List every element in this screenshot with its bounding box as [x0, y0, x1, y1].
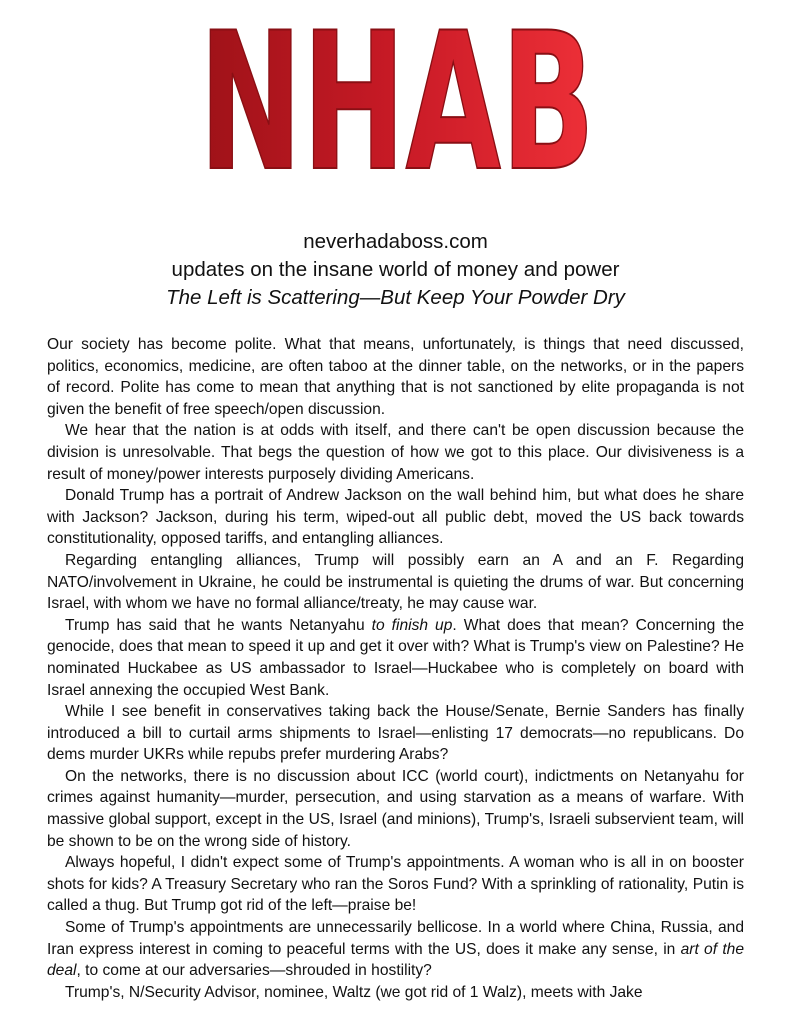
- paragraph-4: Regarding entangling alliances, Trump will possibly earn an A and an F. Regarding NATO/involvement in Ukraine, he could be instrumental is quieting the drums of war. But concerning Israel, with whom we have no formal alliance/treaty, he may cause war.: [47, 551, 744, 613]
- paragraph-7: On the networks, there is no discussion about ICC (world court), indictments on Netanyahu for crimes against humanity—murder, persecution, and using starvation as a means of warfare. With massive global support, except in the US, Israel (and minions), Trump's, Israeli subservient team, will be shown to be on the wrong side of history.: [47, 767, 744, 850]
- site-tagline: updates on the insane world of money and power: [171, 258, 620, 281]
- paragraph-5-part-b: . What does that mean? Concerning the genocide, does that mean to speed it up and get it over with? What is Trump's view on Palestine? He nominated Huckabee as US ambassador to Israel—Huckabee who is completely on board with Israel annexing the occupied West Bank.: [47, 616, 744, 699]
- paragraph-9-part-b: , to come at our adversaries—shrouded in hostility?: [76, 962, 432, 980]
- paragraph-6: While I see benefit in conservatives taking back the House/Senate, Bernie Sanders has finally introduced a bill to curtail arms shipments to Israel—enlisting 17 democrats—no republicans. Do dems murder UKRs while repubs prefer murdering Arabs?: [47, 703, 744, 764]
- nhab-logo: [195, 0, 599, 213]
- paragraph-3: Donald Trump has a portrait of Andrew Jackson on the wall behind him, but what does he share with Jackson? Jackson, during his term, wiped-out all public debt, moved the US back towards constitutionality, opposed tariffs, and entangling alliances.: [47, 487, 744, 548]
- paragraph-9: [47, 917, 744, 982]
- article-body: [47, 334, 744, 1003]
- paragraph-1: Our society has become polite. What that means, unfortunately, is things that need discussed, politics, economics, medicine, are often taboo at the dinner table, on the networks, or in the papers of record. Polite has come to mean that anything that is not sanctioned by elite propaganda is not given the benefit of free speech/open discussion.: [47, 336, 744, 418]
- nhab-logo-graphic: [195, 0, 599, 213]
- paragraph-9-emphasis: art of the deal: [47, 940, 744, 980]
- paragraph-5-part-a: Trump has said that he wants Netanyahu: [65, 616, 372, 634]
- paragraph-5-emphasis: to finish up: [371, 616, 453, 634]
- paragraph-9-part-a: Some of Trump's appointments are unnecessarily bellicose. In a world where China, Russia, and Iran express interest in coming to peaceful terms with the US, does it make any sense, in: [47, 919, 744, 958]
- paragraph-2: We hear that the nation is at odds with itself, and there can't be open discussion because the division is unresolvable. That begs the question of how we got to this place. Our divisiveness is a result of money/power interests purposely dividing Americans.: [47, 422, 744, 483]
- paragraph-10: Trump's, N/Security Advisor, nominee, Waltz (we got rid of 1 Walz), meets with Jake: [65, 983, 643, 1001]
- site-domain: neverhadaboss.com: [303, 230, 488, 253]
- page-header: [0, 228, 791, 312]
- logo-text: NHAB: [199, 0, 595, 213]
- paragraph-5: [47, 615, 744, 701]
- paragraph-8: Always hopeful, I didn't expect some of Trump's appointments. A woman who is all in on booster shots for kids? A Treasury Secretary who ran the Soros Fund? With a sprinkling of rationality, Putin is called a thug. But Trump got rid of the left—praise be!: [47, 854, 744, 915]
- article-headline: The Left is Scattering—But Keep Your Powder Dry: [166, 286, 625, 309]
